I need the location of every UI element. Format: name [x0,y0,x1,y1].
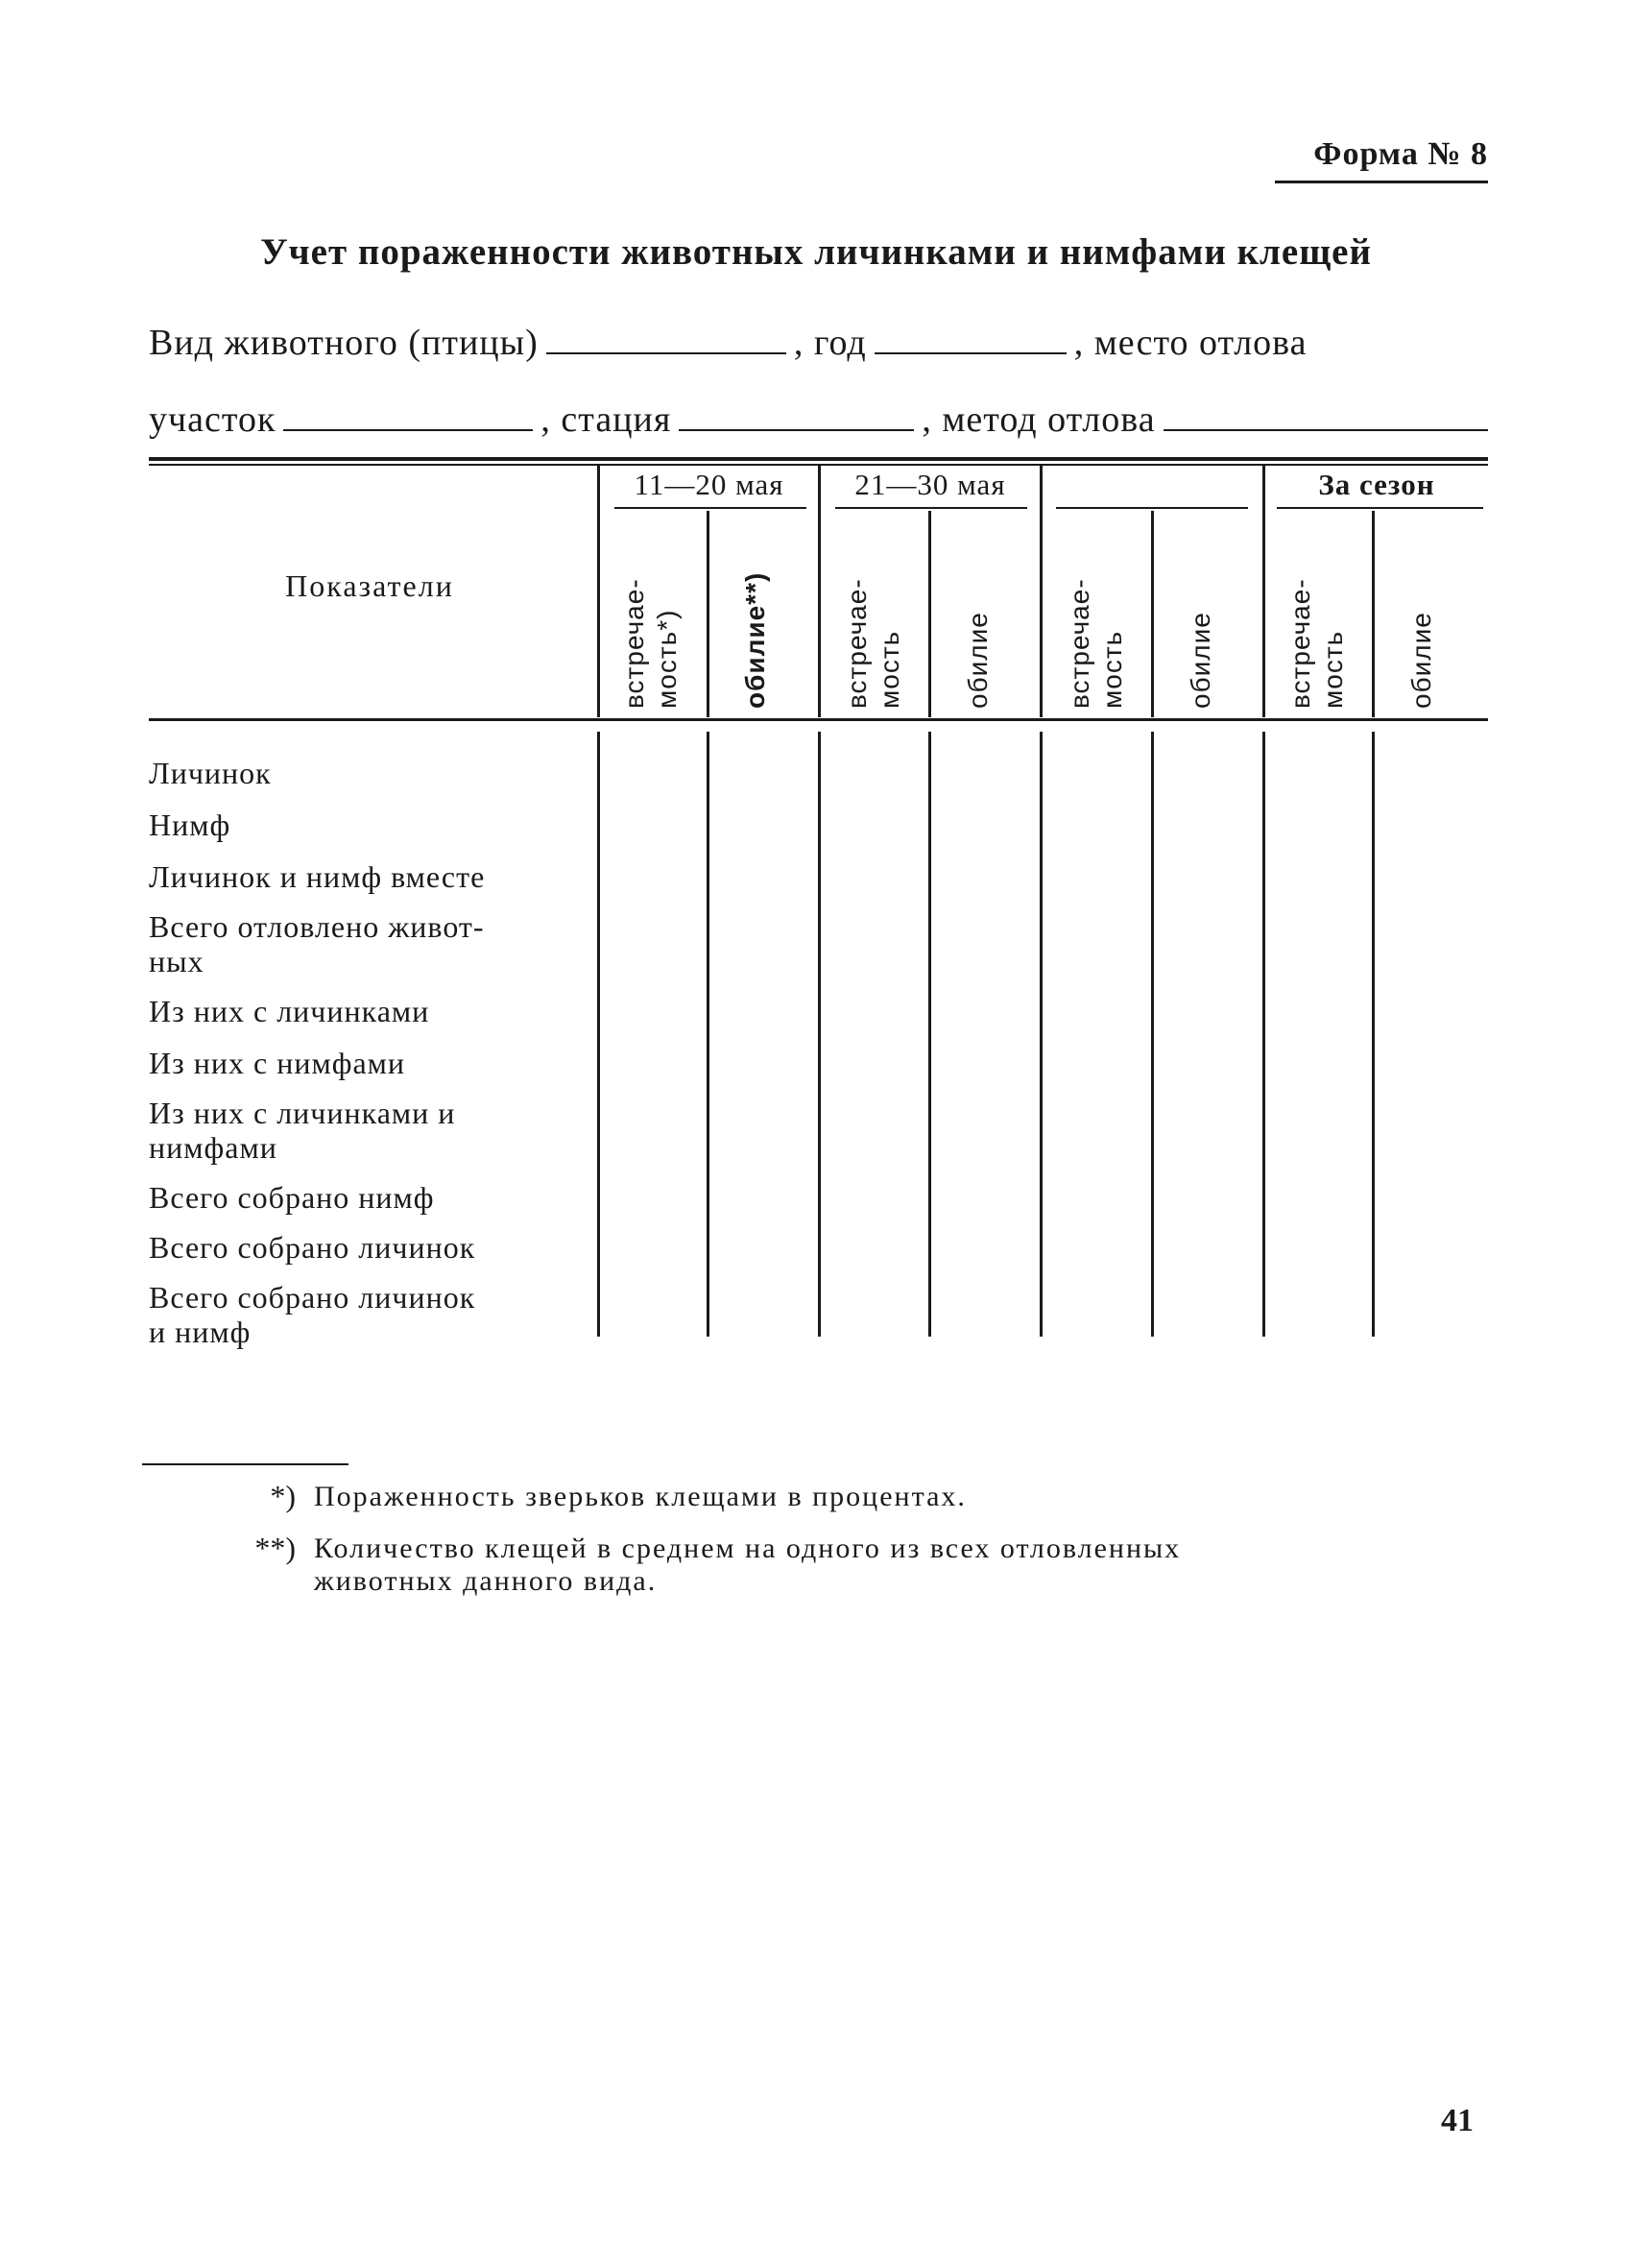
period-4: За сезон [1318,468,1435,501]
period-underline [614,507,806,509]
body-column-line [707,732,709,1337]
footnote-rule [142,1463,348,1465]
form-number: Форма № 8 [1275,136,1488,183]
subcol-abundance-4: обилие [1406,612,1436,709]
row-header: Показатели [285,568,454,603]
body-column-line [1262,732,1265,1337]
body-column-line [818,732,821,1337]
subcol-occurrence-2: встречае- мость [842,578,904,709]
period-underline [1277,507,1483,509]
subcol-divider [1151,511,1154,717]
period-1: 11—20 мая [634,468,784,501]
row-label: Всего собрано личинок и нимф [149,1280,476,1349]
footnote-text-1: Пораженность зверьков клещами в процентах. [314,1481,967,1512]
plot-label: участок [149,399,276,440]
period-underline [1056,507,1248,509]
row-label: Всего собрано личинок [149,1230,476,1265]
subcol-occurrence-1: встречае- мость*) [619,578,682,709]
body-column-line [1151,732,1154,1337]
row-label: Всего собрано нимф [149,1180,435,1215]
station-label: , стация [540,399,672,440]
row-label: Всего отловлено живот- ных [149,909,485,978]
row-label: Личинок [149,756,272,790]
subcol-abundance-2: обилие [963,612,993,709]
table-top-rule [149,457,1488,461]
page-number: 41 [1441,2103,1474,2138]
subcol-divider [707,511,709,717]
subcol-abundance-3: обилие [1186,612,1215,709]
footnote-mark-1: *) [270,1479,296,1513]
animal-field[interactable] [546,350,786,354]
body-column-line [928,732,931,1337]
body-column-line [597,732,600,1337]
body-column-line [1372,732,1375,1337]
row-label: Из них с личинками и нимфами [149,1096,456,1165]
year-label: , год [793,323,867,363]
row-label: Из них с личинками [149,994,430,1028]
header-divider [818,466,821,717]
method-field[interactable] [1164,427,1488,431]
subcol-divider [928,511,931,717]
footnote-mark-2: **) [254,1531,296,1565]
year-field[interactable] [875,350,1067,354]
animal-label: Вид животного (птицы) [149,323,539,363]
header-divider [1262,466,1265,717]
header-divider [597,466,600,717]
period-2: 21—30 мая [854,468,1006,501]
body-column-line [1040,732,1043,1337]
subcol-occurrence-4: встречае- мость [1285,578,1348,709]
row-label: Личинок и нимф вместе [149,859,486,894]
subcol-divider [1372,511,1375,717]
period-underline [835,507,1027,509]
footnote-text-2: Количество клещей в среднем на одного из всех отловленных животных данного вида. [314,1532,1182,1597]
station-field[interactable] [679,427,914,431]
subcol-occurrence-3: встречае- мость [1065,578,1127,709]
method-label: , метод отлова [922,399,1156,440]
fill-line-1 [149,322,1488,364]
page-title: Учет пораженности животных личинками и нимфами клещей [260,231,1372,273]
plot-field[interactable] [283,427,533,431]
row-label: Нимф [149,808,231,842]
row-label: Из них с нимфами [149,1046,406,1080]
header-bottom-rule [149,718,1488,721]
fill-line-2 [149,398,1488,441]
header-divider [1040,466,1043,717]
place-label: , место отлова [1073,323,1308,363]
subcol-abundance-1: обилие**) [740,571,770,709]
